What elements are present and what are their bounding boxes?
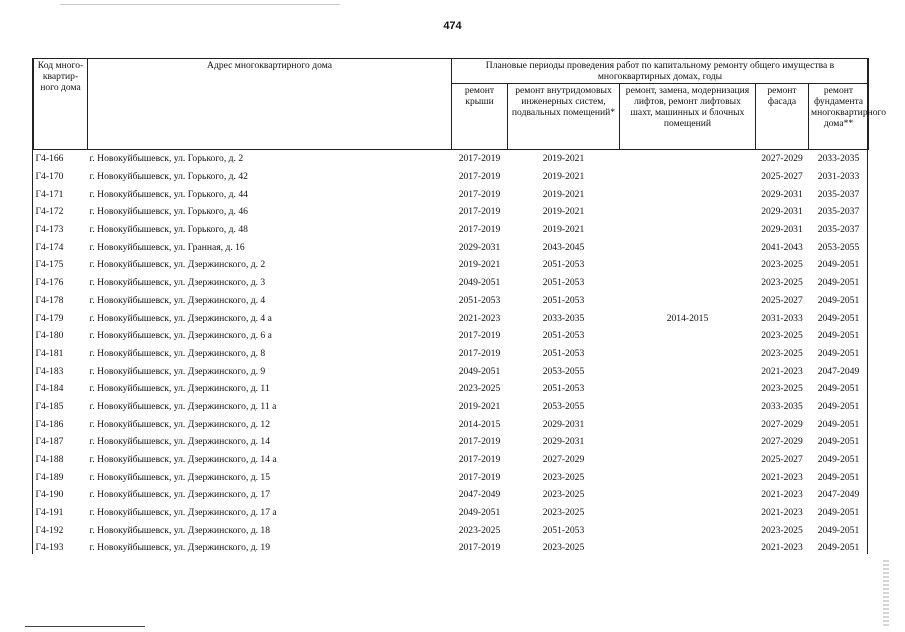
- row-address: г. Новокуйбышевск, ул. Дзержинского, д. 6 а: [89, 330, 272, 342]
- row-code: Г4-187: [35, 436, 64, 448]
- row-code: Г4-166: [34, 150, 88, 168]
- row-roof: 2017-2019: [458, 542, 501, 554]
- row-address: г. Новокуйбышевск, ул. Горького, д. 44: [89, 188, 248, 200]
- row-address: г. Новокуйбышевск, ул. Дзержинского, д. 8: [89, 347, 266, 359]
- table-row: [34, 486, 869, 504]
- row-systems: 2019-2021: [542, 171, 585, 183]
- row-foundation: 2031-2033: [817, 171, 860, 183]
- row-systems: 2027-2029: [542, 454, 585, 466]
- row-lifts: [620, 345, 756, 363]
- row-code: Г4-179: [35, 312, 64, 324]
- row-address: г. Новокуйбышевск, ул. Горького, д. 48: [89, 224, 248, 236]
- table-row: [34, 504, 869, 522]
- row-facade: 2041-2043: [761, 241, 803, 253]
- row-foundation: 2033-2035: [809, 150, 869, 168]
- row-address: г. Новокуйбышевск, ул. Дзержинского, д. 11: [89, 383, 270, 395]
- row-roof: 2017-2019: [452, 150, 508, 168]
- row-foundation: 2049-2051: [817, 542, 860, 554]
- row-systems: 2051-2053: [542, 524, 585, 536]
- row-lifts: [620, 468, 756, 486]
- header-lifts: ремонт, замена, модернизация лифтов, ремонт лифтовых шахт, машинных и блочных помещений: [620, 84, 756, 150]
- row-code: Г4-172: [35, 206, 64, 218]
- table-row: [34, 345, 869, 363]
- row-foundation: 2053-2055: [817, 241, 860, 253]
- row-systems: 2051-2053: [542, 347, 585, 359]
- row-roof: 2017-2019: [458, 330, 501, 342]
- row-address: г. Новокуйбышевск, ул. Дзержинского, д. 2: [89, 259, 266, 271]
- row-code: Г4-186: [35, 418, 64, 430]
- row-roof: 2017-2019: [458, 454, 501, 466]
- row-roof: 2017-2019: [458, 171, 501, 183]
- table-row: [34, 380, 869, 398]
- row-address: г. Новокуйбышевск, ул. Дзержинского, д. 4: [89, 294, 266, 306]
- row-foundation: 2049-2051: [817, 418, 860, 430]
- row-roof: 2021-2023: [458, 312, 501, 324]
- row-systems: 2019-2021: [542, 206, 585, 218]
- row-systems: 2019-2021: [542, 224, 585, 236]
- table-row: [34, 415, 869, 433]
- row-address: г. Новокуйбышевск, ул. Гранная, д. 16: [89, 241, 245, 253]
- row-facade: 2027-2029: [761, 418, 803, 430]
- row-code: Г4-183: [35, 365, 64, 377]
- table-row: [34, 168, 869, 186]
- row-lifts: 2014-2015: [666, 312, 709, 324]
- row-code: Г4-175: [35, 259, 64, 271]
- row-address: г. Новокуйбышевск, ул. Дзержинского, д. 9: [89, 365, 266, 377]
- row-systems: 2033-2035: [542, 312, 585, 324]
- row-code: Г4-174: [35, 241, 64, 253]
- row-foundation: 2049-2051: [817, 471, 860, 483]
- table-row: [34, 256, 869, 274]
- row-address: г. Новокуйбышевск, ул. Дзержинского, д. 19: [89, 542, 271, 554]
- row-address: г. Новокуйбышевск, ул. Дзержинского, д. 4 а: [89, 312, 272, 324]
- header-roof: ремонт крыши: [452, 84, 508, 150]
- row-facade: 2021-2023: [761, 489, 803, 501]
- table-row: [34, 274, 869, 292]
- row-foundation: 2049-2051: [817, 383, 860, 395]
- row-facade: 2021-2023: [761, 365, 803, 377]
- row-foundation: 2049-2051: [817, 259, 860, 271]
- row-facade: 2025-2027: [761, 294, 803, 306]
- row-facade: 2021-2023: [761, 507, 803, 519]
- row-code: Г4-190: [35, 489, 64, 501]
- row-lifts: [620, 238, 756, 256]
- row-code: Г4-176: [35, 277, 64, 289]
- row-lifts: [620, 256, 756, 274]
- row-foundation: 2049-2051: [817, 524, 860, 536]
- row-roof: 2017-2019: [458, 436, 501, 448]
- table-row: [34, 185, 869, 203]
- page-number: 474: [443, 20, 462, 32]
- table-row: [34, 327, 869, 345]
- table-row: [34, 203, 869, 221]
- row-lifts: [620, 185, 756, 203]
- header-foundation: ремонт фундамента многоквартирного дома**: [809, 84, 869, 150]
- row-facade: 2023-2025: [761, 383, 803, 395]
- row-address: г. Новокуйбышевск, ул. Дзержинского, д. 17: [89, 489, 271, 501]
- row-lifts: [620, 398, 756, 416]
- row-systems: 2051-2053: [542, 294, 585, 306]
- row-systems: 2053-2055: [542, 400, 585, 412]
- header-code: Код много-квартир-ного дома: [34, 59, 88, 150]
- row-facade: 2023-2025: [761, 524, 803, 536]
- row-code: Г4-181: [35, 347, 64, 359]
- row-roof: 2047-2049: [458, 489, 501, 501]
- row-code: Г4-184: [35, 383, 64, 395]
- row-roof: 2017-2019: [458, 224, 501, 236]
- margin-stamp: [883, 560, 889, 626]
- row-roof: 2017-2019: [458, 206, 501, 218]
- row-systems: 2019-2021: [542, 188, 585, 200]
- table-row: [34, 238, 869, 256]
- row-lifts: [620, 433, 756, 451]
- row-foundation: 2049-2051: [817, 312, 860, 324]
- row-roof: 2023-2025: [458, 524, 501, 536]
- row-facade: 2029-2031: [761, 188, 803, 200]
- row-facade: 2023-2025: [761, 347, 803, 359]
- header-periods: Плановые периоды проведения работ по капитальному ремонту общего имущества в многоквартирных домах, годы: [452, 59, 869, 84]
- row-lifts: [620, 221, 756, 239]
- row-systems: 2023-2025: [542, 507, 585, 519]
- row-facade: 2029-2031: [761, 224, 803, 236]
- row-roof: 2017-2019: [458, 471, 501, 483]
- table-row: [34, 433, 869, 451]
- row-address: г. Новокуйбышевск, ул. Дзержинского, д. 15: [89, 471, 271, 483]
- row-address: г. Новокуйбышевск, ул. Дзержинского, д. 18: [89, 524, 271, 536]
- row-systems: 2029-2031: [542, 436, 585, 448]
- row-foundation: 2049-2051: [817, 294, 860, 306]
- row-foundation: 2049-2051: [817, 436, 860, 448]
- row-address: г. Новокуйбышевск, ул. Дзержинского, д. 14: [89, 436, 271, 448]
- row-roof: 2049-2051: [458, 277, 501, 289]
- row-address: г. Новокуйбышевск, ул. Дзержинского, д. 3: [89, 277, 266, 289]
- row-code: Г4-180: [35, 330, 64, 342]
- row-code: Г4-178: [35, 294, 64, 306]
- row-foundation: 2049-2051: [817, 277, 860, 289]
- row-lifts: [620, 203, 756, 221]
- row-lifts: [620, 327, 756, 345]
- table-row: [34, 468, 869, 486]
- bottom-rule: [25, 626, 145, 627]
- header-address: Адрес многоквартирного дома: [88, 59, 452, 150]
- row-code: Г4-171: [35, 188, 64, 200]
- row-foundation: 2047-2049: [817, 489, 860, 501]
- row-lifts: [620, 415, 756, 433]
- table-body: [34, 150, 869, 557]
- row-foundation: 2035-2037: [817, 188, 860, 200]
- row-code: Г4-189: [35, 471, 64, 483]
- row-lifts: [620, 380, 756, 398]
- row-code: Г4-185: [35, 400, 64, 412]
- row-code: Г4-188: [35, 454, 64, 466]
- row-code: Г4-173: [35, 224, 64, 236]
- row-facade: 2031-2033: [761, 312, 803, 324]
- row-roof: 2049-2051: [458, 365, 501, 377]
- row-lifts: [620, 150, 756, 168]
- row-address: г. Новокуйбышевск, ул. Дзержинского, д. 12: [89, 418, 271, 430]
- repair-schedule-table: [33, 58, 887, 557]
- row-facade: 2033-2035: [761, 400, 803, 412]
- row-systems: 2051-2053: [542, 259, 585, 271]
- row-address: г. Новокуйбышевск, ул. Горького, д. 2: [88, 150, 452, 168]
- row-facade: 2025-2027: [761, 171, 803, 183]
- row-address: г. Новокуйбышевск, ул. Горького, д. 42: [89, 171, 248, 183]
- row-foundation: 2049-2051: [817, 507, 860, 519]
- row-systems: 2029-2031: [542, 418, 585, 430]
- row-address: г. Новокуйбышевск, ул. Дзержинского, д. 11 а: [89, 400, 277, 412]
- row-foundation: 2047-2049: [817, 365, 860, 377]
- table-row: [34, 221, 869, 239]
- row-systems: 2051-2053: [542, 330, 585, 342]
- row-systems: 2051-2053: [542, 277, 585, 289]
- row-lifts: [620, 292, 756, 310]
- row-roof: 2014-2015: [458, 418, 501, 430]
- row-systems: 2023-2025: [542, 542, 585, 554]
- table-row: [34, 292, 869, 310]
- row-systems: 2053-2055: [542, 365, 585, 377]
- row-roof: 2019-2021: [458, 400, 501, 412]
- header-facade: ремонт фасада: [756, 84, 809, 150]
- table-row: [34, 521, 869, 539]
- row-address: г. Новокуйбышевск, ул. Дзержинского, д. 17 а: [89, 507, 277, 519]
- row-foundation: 2049-2051: [817, 454, 860, 466]
- row-foundation: 2035-2037: [817, 206, 860, 218]
- row-roof: 2029-2031: [458, 241, 501, 253]
- row-systems: 2043-2045: [542, 241, 585, 253]
- row-foundation: 2035-2037: [817, 224, 860, 236]
- row-roof: 2019-2021: [458, 259, 501, 271]
- row-systems: 2051-2053: [542, 383, 585, 395]
- row-lifts: [620, 168, 756, 186]
- row-lifts: [620, 362, 756, 380]
- row-roof: 2051-2053: [458, 294, 501, 306]
- row-facade: 2021-2023: [761, 542, 803, 554]
- row-systems: 2019-2021: [508, 150, 620, 168]
- row-facade: 2021-2023: [761, 471, 803, 483]
- header-systems: ремонт внутридомовых инженерных систем, подвальных помещений*: [508, 84, 620, 150]
- row-systems: 2023-2025: [542, 471, 585, 483]
- row-facade: 2029-2031: [761, 206, 803, 218]
- row-address: г. Новокуйбышевск, ул. Дзержинского, д. 14 а: [89, 454, 277, 466]
- table-row: [34, 398, 869, 416]
- row-roof: 2049-2051: [458, 507, 501, 519]
- row-roof: 2023-2025: [458, 383, 501, 395]
- row-facade: 2027-2029: [756, 150, 809, 168]
- row-lifts: [620, 504, 756, 522]
- row-lifts: [620, 486, 756, 504]
- table-row: [34, 309, 869, 327]
- row-roof: 2017-2019: [458, 347, 501, 359]
- row-facade: 2023-2025: [761, 330, 803, 342]
- table-row: [34, 362, 869, 380]
- table-row: [34, 451, 869, 469]
- row-code: Г4-193: [35, 542, 64, 554]
- row-lifts: [620, 521, 756, 539]
- row-facade: 2023-2025: [761, 277, 803, 289]
- row-lifts: [620, 274, 756, 292]
- top-rule: [60, 4, 340, 5]
- row-foundation: 2049-2051: [817, 400, 860, 412]
- row-foundation: 2049-2051: [817, 330, 860, 342]
- table-row: [34, 150, 869, 168]
- row-code: Г4-192: [35, 524, 64, 536]
- row-facade: 2023-2025: [761, 259, 803, 271]
- row-code: Г4-191: [35, 507, 64, 519]
- row-facade: 2025-2027: [761, 454, 803, 466]
- row-code: Г4-170: [35, 171, 64, 183]
- row-facade: 2027-2029: [761, 436, 803, 448]
- table-row: [34, 539, 869, 557]
- row-roof: 2017-2019: [458, 188, 501, 200]
- row-foundation: 2049-2051: [817, 347, 860, 359]
- row-systems: 2023-2025: [542, 489, 585, 501]
- row-lifts: [620, 451, 756, 469]
- row-lifts: [620, 539, 756, 557]
- row-address: г. Новокуйбышевск, ул. Горького, д. 46: [89, 206, 248, 218]
